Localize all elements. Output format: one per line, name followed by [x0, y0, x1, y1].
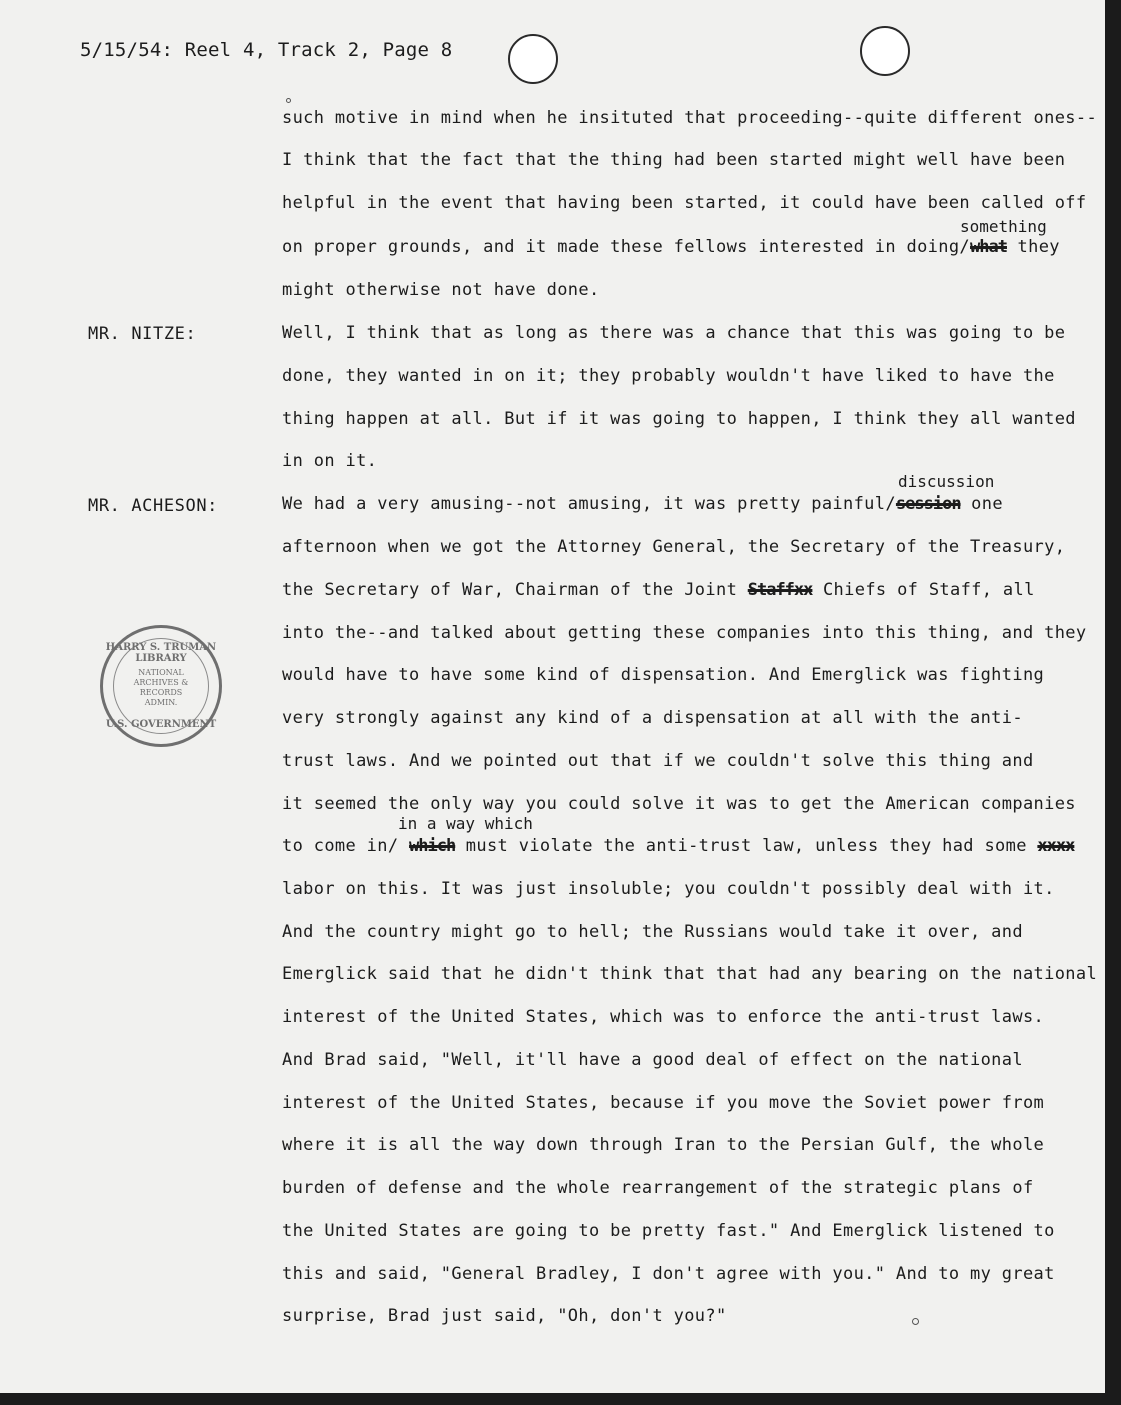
- speaker-label: MR. ACHESON:: [88, 496, 219, 516]
- archive-stamp: [100, 625, 222, 747]
- page-header: 5/15/54: Reel 4, Track 2, Page 8: [80, 39, 453, 61]
- ink-dot: [912, 1318, 919, 1325]
- text-line: might otherwise not have done.: [282, 280, 600, 300]
- text-line: it seemed the only way you could solve it was to get the American companies: [282, 794, 1076, 814]
- speaker-label: MR. NITZE:: [88, 324, 197, 344]
- struck-text: which: [409, 836, 456, 856]
- text-line: thing happen at all. But if it was going to happen, I think they all wanted: [282, 409, 1076, 429]
- text-line: interest of the United States, because if you move the Soviet power from: [282, 1093, 1045, 1113]
- punch-hole: [860, 26, 910, 76]
- handwritten-insertion: something: [960, 217, 1047, 236]
- stamp-top-text: HARRY S. TRUMAN LIBRARY: [105, 642, 217, 664]
- handwritten-insertion: in a way which: [398, 814, 533, 833]
- text-line: interest of the United States, which was to enforce the anti-trust laws.: [282, 1007, 1045, 1027]
- text-line: into the--and talked about getting these companies into this thing, and they: [282, 623, 1087, 643]
- struck-text: what: [970, 237, 1007, 257]
- text-line: this and said, "General Bradley, I don't agree with you." And to my great: [282, 1264, 1055, 1284]
- text-line: trust laws. And we pointed out that if we couldn't solve this thing and: [282, 751, 1034, 771]
- text-line: the Secretary of War, Chairman of the Joint Staffxx Chiefs of Staff, all: [282, 580, 1035, 600]
- text-line: on proper grounds, and it made these fellows interested in doing/what they: [282, 237, 1060, 257]
- text-line: such motive in mind when he insituted that proceeding--quite different ones--: [282, 108, 1098, 128]
- text-line: the United States are going to be pretty fast." And Emerglick listened to: [282, 1221, 1055, 1241]
- handwritten-insertion: discussion: [898, 472, 995, 491]
- struck-text: Staffxx: [747, 580, 813, 600]
- stamp-bottom-text: U.S. GOVERNMENT: [105, 719, 217, 730]
- text-line: very strongly against any kind of a dispensation at all with the anti-: [282, 708, 1023, 728]
- struck-text: session: [895, 494, 961, 514]
- text-line: to come in/ which must violate the anti-trust law, unless they had some xxxx: [282, 836, 1075, 856]
- text-line: And Brad said, "Well, it'll have a good deal of effect on the national: [282, 1050, 1023, 1070]
- text-line: And the country might go to hell; the Russians would take it over, and: [282, 922, 1023, 942]
- text-line: Well, I think that as long as there was a chance that this was going to be: [282, 323, 1066, 343]
- text-line: where it is all the way down through Iran to the Persian Gulf, the whole: [282, 1135, 1045, 1155]
- text-line: burden of defense and the whole rearrangement of the strategic plans of: [282, 1178, 1034, 1198]
- text-line: We had a very amusing--not amusing, it was pretty painful/session one: [282, 494, 1003, 514]
- struck-text: xxxx: [1037, 836, 1075, 856]
- text-line: labor on this. It was just insoluble; you couldn't possibly deal with it.: [282, 879, 1055, 899]
- text-line: in on it.: [282, 451, 378, 471]
- text-line: would have to have some kind of dispensation. And Emerglick was fighting: [282, 665, 1045, 685]
- text-line: I think that the fact that the thing had been started might well have been: [282, 150, 1066, 170]
- text-line: done, they wanted in on it; they probably wouldn't have liked to have the: [282, 366, 1055, 386]
- punch-hole: [508, 34, 558, 84]
- text-line: afternoon when we got the Attorney General, the Secretary of the Treasury,: [282, 537, 1066, 557]
- text-line: surprise, Brad just said, "Oh, don't you?": [282, 1306, 727, 1326]
- text-line: Emerglick said that he didn't think that that had any bearing on the national: [282, 964, 1098, 984]
- stamp-middle-text: NATIONAL ARCHIVES & RECORDS ADMIN.: [133, 668, 189, 707]
- text-line: helpful in the event that having been started, it could have been called off: [282, 193, 1087, 213]
- ink-dot: [286, 98, 291, 103]
